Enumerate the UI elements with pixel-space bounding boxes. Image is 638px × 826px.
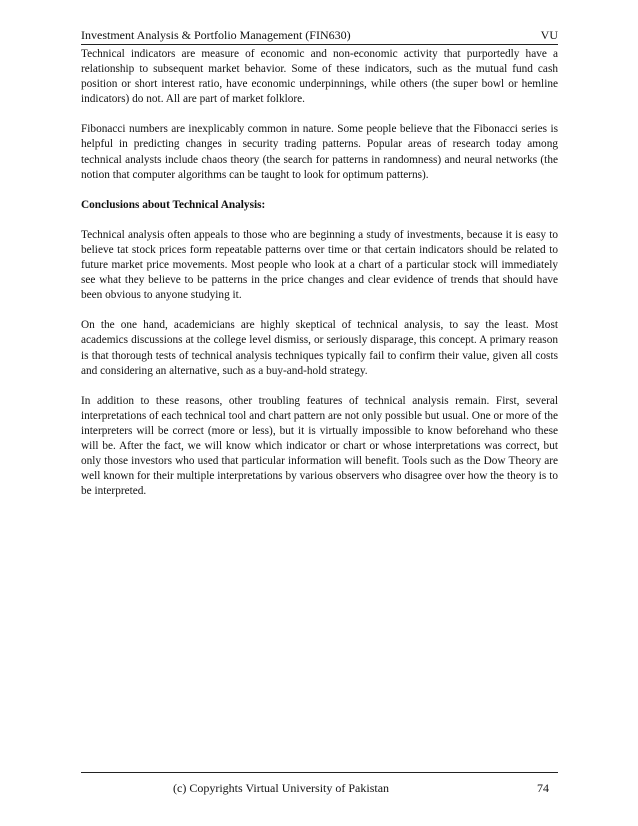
page-number: 74 bbox=[537, 781, 549, 795]
paragraph-technical-indicators: Technical indicators are measure of economic and non-economic activity that purportedly have a relationship to subsequent market behavior. Some of these indicators, such as the mutual fund cash position or short interest ratio, have economic underpinnings, while others (the super bowl or hemline indicators) do not. All are part of market folklore. bbox=[81, 48, 558, 106]
header-title: Investment Analysis & Portfolio Management (FIN630) bbox=[81, 28, 351, 42]
paragraph-fibonacci: Fibonacci numbers are inexplicably common in nature. Some people believe that the Fibonacci series is helpful in predicting changes in security trading patterns. Popular areas of research today among technical analysts include chaos theory (the search for patterns in randomness) and neural networks (the notion that computer algorithms can be taught to look for optimum patterns). bbox=[81, 123, 558, 181]
page-header bbox=[81, 28, 558, 45]
page-footer bbox=[81, 772, 558, 796]
header-right-label: VU bbox=[540, 28, 558, 42]
section-heading: Conclusions about Technical Analysis: bbox=[81, 198, 266, 211]
paragraph-troubling-features: In addition to these reasons, other troubling features of technical analysis remain. First, several interpretations of each technical tool and chart pattern are not only possible but usual. One or more of the interpreters will be correct (more or less), but it is virtually impossible to know beforehand who these will be. After the fact, we will know which indicator or chart or whose interpretations was correct, but only those investors who used that particular information will benefit. Tools such as the Dow Theory are well known for their multiple interpretations by various observers who disagree over how the theory is to be interpreted. bbox=[81, 394, 558, 498]
document-body bbox=[81, 47, 558, 499]
paragraph-appeal: Technical analysis often appeals to those who are beginning a study of investments, because it is easy to believe tat stock prices form repeatable patterns over time or that certain indicators should be related to future market price movements. Most people who look at a chart of a particular stock will immediately see what they believe to be patterns in the price changes and clear evidence of trends that should have been obvious to anyone studying it. bbox=[81, 228, 558, 302]
paragraph-academicians: On the one hand, academicians are highly skeptical of technical analysis, to say the least. Most academics discussions at the college level dismiss, or seriously disparage, this concept. A primary reason is that thorough tests of technical analysis techniques typically fail to confirm their value, given all costs and considering an alternative, such as a buy-and-hold strategy. bbox=[81, 319, 558, 377]
document-page bbox=[81, 28, 558, 514]
footer-copyright: (c) Copyrights Virtual University of Pakistan bbox=[173, 781, 390, 795]
